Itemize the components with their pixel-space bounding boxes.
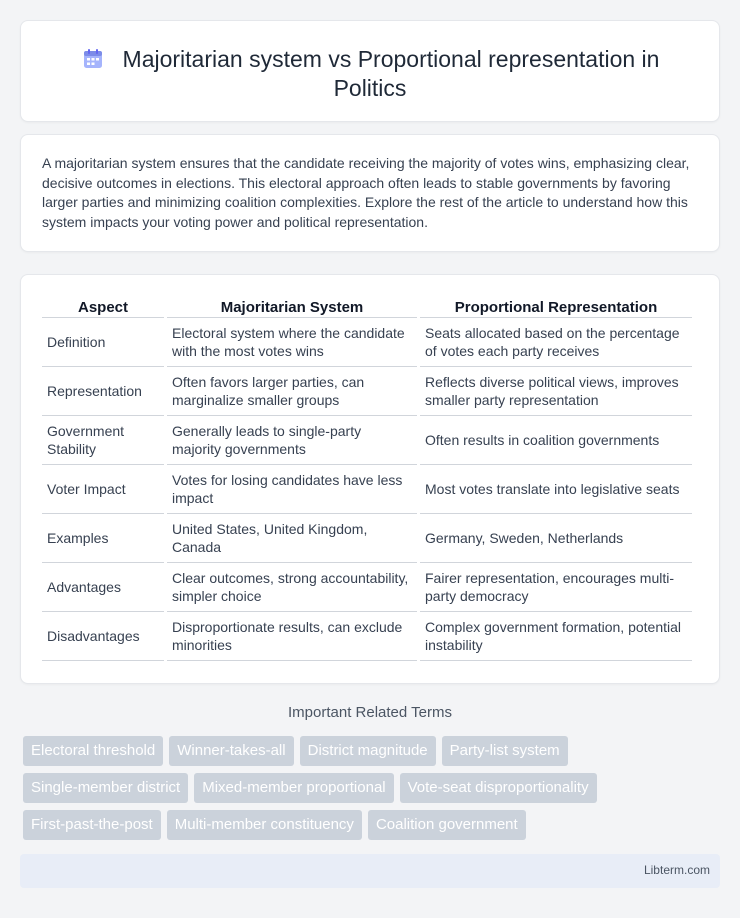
proportional-cell: Most votes translate into legislative seats	[420, 465, 692, 514]
aspect-cell: Government Stability	[42, 416, 164, 465]
table-row	[42, 318, 692, 367]
proportional-cell: Fairer representation, encourages multi-party democracy	[420, 563, 692, 612]
aspect-cell: Advantages	[42, 563, 164, 612]
aspect-cell: Representation	[42, 367, 164, 416]
intro-card	[20, 134, 720, 252]
aspect-cell: Examples	[42, 514, 164, 563]
table-row	[42, 465, 692, 514]
majoritarian-cell: Generally leads to single-party majority governments	[167, 416, 417, 465]
majoritarian-cell: Often favors larger parties, can marginalize smaller groups	[167, 367, 417, 416]
tag-coalition-government[interactable]: Coalition government	[368, 810, 526, 840]
majoritarian-cell: Clear outcomes, strong accountability, simpler choice	[167, 563, 417, 612]
aspect-cell: Disadvantages	[42, 612, 164, 661]
table-row	[42, 514, 692, 563]
tag-party-list-system[interactable]: Party-list system	[442, 736, 568, 766]
proportional-cell: Reflects diverse political views, improves smaller party representation	[420, 367, 692, 416]
table-row	[42, 367, 692, 416]
tag-first-past-the-post[interactable]: First-past-the-post	[23, 810, 161, 840]
majoritarian-cell: United States, United Kingdom, Canada	[167, 514, 417, 563]
header-card	[20, 20, 720, 122]
page-title: Majoritarian system vs Proportional representation in Politics	[122, 46, 660, 101]
table-header-row	[42, 296, 692, 318]
table-row	[42, 416, 692, 465]
header-aspect: Aspect	[42, 296, 164, 318]
tag-mixed-member-proportional[interactable]: Mixed-member proportional	[194, 773, 393, 803]
header-proportional: Proportional Representation	[420, 296, 692, 318]
proportional-cell: Complex government formation, potential instability	[420, 612, 692, 661]
tag-vote-seat-disproportionality[interactable]: Vote-seat disproportionality	[400, 773, 597, 803]
aspect-cell: Definition	[42, 318, 164, 367]
tag-single-member-district[interactable]: Single-member district	[23, 773, 188, 803]
proportional-cell: Seats allocated based on the percentage of votes each party receives	[420, 318, 692, 367]
intro-paragraph: A majoritarian system ensures that the candidate receiving the majority of votes wins, emphasizing clear, decisive outcomes in elections. This electoral approach often leads to stable governments by favoring larger parties and minimizing coalition complexities. Explore the rest of the article to understand how this system impacts your voting power and political representation.	[42, 155, 690, 230]
comparison-card	[20, 274, 720, 684]
tag-district-magnitude[interactable]: District magnitude	[300, 736, 436, 766]
proportional-cell: Often results in coalition governments	[420, 416, 692, 465]
majoritarian-cell: Electoral system where the candidate with the most votes wins	[167, 318, 417, 367]
aspect-cell: Voter Impact	[42, 465, 164, 514]
majoritarian-cell: Disproportionate results, can exclude minorities	[167, 612, 417, 661]
majoritarian-cell: Votes for losing candidates have less impact	[167, 465, 417, 514]
page-title-wrap	[21, 45, 719, 103]
related-terms-heading: Important Related Terms	[288, 704, 452, 721]
proportional-cell: Germany, Sweden, Netherlands	[420, 514, 692, 563]
tag-electoral-threshold[interactable]: Electoral threshold	[23, 736, 163, 766]
comparison-table	[39, 296, 695, 661]
header-majoritarian: Majoritarian System	[167, 296, 417, 318]
table-row	[42, 612, 692, 661]
footer-site-link[interactable]: Libterm.com	[643, 863, 710, 877]
table-row	[42, 563, 692, 612]
related-terms-list	[23, 736, 723, 847]
tag-winner-takes-all[interactable]: Winner-takes-all	[169, 736, 293, 766]
tag-multi-member-constituency[interactable]: Multi-member constituency	[167, 810, 362, 840]
calendar-icon	[81, 47, 105, 71]
footer	[20, 854, 720, 888]
